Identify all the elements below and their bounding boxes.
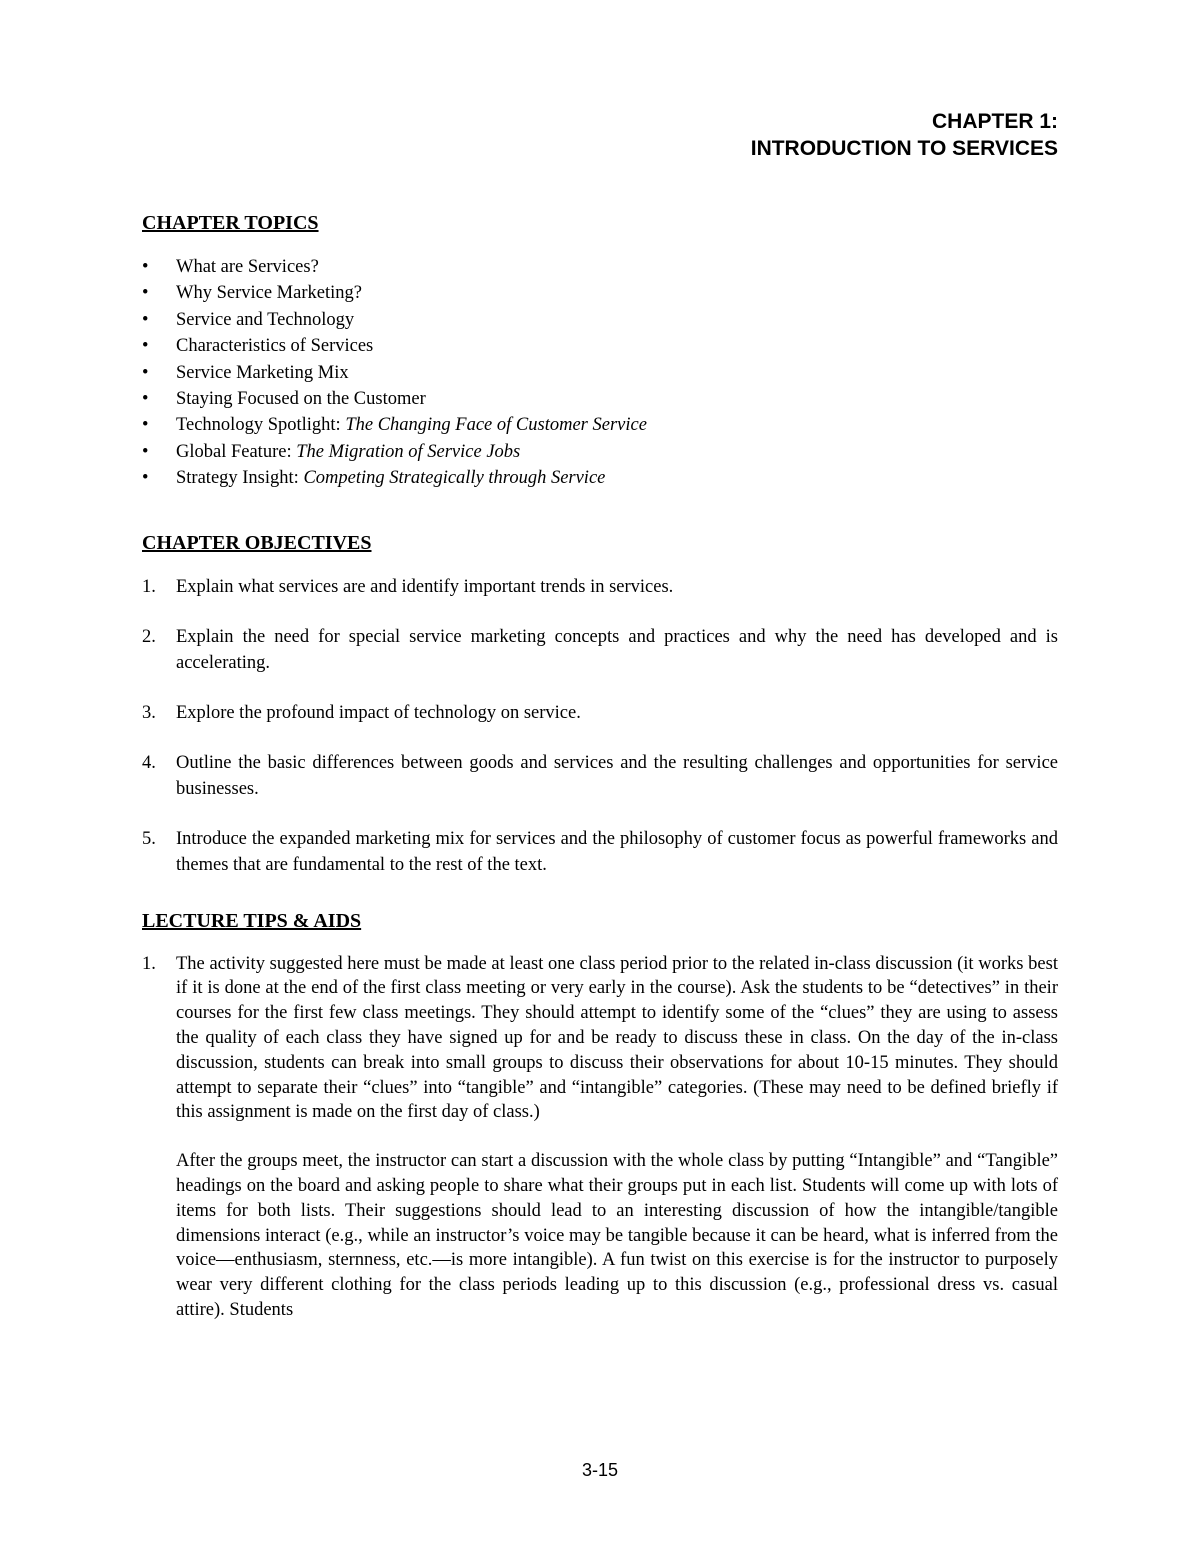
objective-text: Explain what services are and identify important trends in services. — [176, 576, 674, 597]
chapter-header — [751, 108, 1058, 162]
topic-italic-title: The Changing Face of Customer Service — [345, 415, 647, 436]
tip-paragraph: The activity suggested here must be made at least one class period prior to the related in-class discussion (it works best if it is done at the end of the first class meeting or very early in the course). Ask the students to be “detectives” in their courses for the first few class meetings. They should attempt to identify some of the “clues” they are using to assess the quality of each class they have signed up for and be ready to discuss these in class. On the day of the in-class discussion, students can break into small groups to discuss their observations for about 10-15 minutes. They should attempt to separate their “clues” into “tangible” and “intangible” categories. (These may need to be defined briefly if this assignment is made on the first day of class.) — [176, 953, 1058, 1123]
objective-text: Explain the need for special service marketing concepts and practices and why the need has developed and is accelerating. — [176, 626, 1058, 673]
bullet-icon: • — [142, 362, 149, 383]
topic-text: Characteristics of Services — [176, 336, 374, 357]
objective-text: Outline the basic differences between goods and services and the resulting challenges and opportunities for service businesses. — [176, 752, 1058, 799]
topic-text: Service Marketing Mix — [176, 362, 349, 383]
bullet-icon: • — [142, 309, 149, 330]
item-number: 3. — [142, 702, 156, 723]
list-item — [142, 574, 1058, 600]
tips-list — [142, 952, 1058, 1323]
list-item — [142, 254, 1058, 280]
objective-text: Introduce the expanded marketing mix for services and the philosophy of customer focus as powerful frameworks and themes that are fundamental to the rest of the text. — [176, 828, 1058, 875]
topic-italic-title: Competing Strategically through Service — [303, 468, 606, 489]
list-item — [142, 360, 1058, 386]
page-number: 3-15 — [581, 1460, 619, 1480]
list-item — [142, 412, 1058, 438]
topic-text: What are Services? — [176, 257, 319, 277]
tips-heading: LECTURE TIPS & AIDS — [142, 909, 362, 932]
item-number: 2. — [142, 626, 156, 647]
objective-text: Explore the profound impact of technology on service. — [176, 702, 581, 723]
list-item — [142, 465, 1058, 491]
topics-heading: CHAPTER TOPICS — [142, 212, 319, 234]
list-item — [142, 624, 1058, 676]
bullet-icon: • — [142, 441, 149, 462]
topic-text: Staying Focused on the Customer — [176, 389, 426, 410]
topic-italic-title: The Migration of Service Jobs — [296, 441, 521, 462]
item-number: 5. — [142, 828, 156, 849]
page-content — [142, 210, 1058, 1347]
topic-text: Technology Spotlight: — [176, 415, 346, 436]
tip-paragraph: After the groups meet, the instructor can start a discussion with the whole class by putting “Intangible” and “Tangible” headings on the board and asking people to share what their groups put in each list. Students will come up with lots of items for both lists. Their suggestions should lead to an interesting discussion of how the intangible/tangible dimensions interact (e.g., while an instructor’s voice may be tangible because it can be heard, what is inferred from the voice—enthusiasm, sternness, etc.—is more intangible). A fun twist on this exercise is for the instructor to purposely wear very different clothing for the class periods leading up to this discussion (e.g., professional dress vs. casual attire). Students — [176, 1151, 1058, 1321]
list-item — [142, 280, 1058, 306]
list-item — [142, 439, 1058, 465]
list-item — [142, 952, 1058, 1323]
item-number: 1. — [142, 576, 156, 597]
list-item — [142, 333, 1058, 359]
objectives-heading: CHAPTER OBJECTIVES — [142, 531, 372, 554]
list-item — [142, 826, 1058, 878]
objectives-list — [142, 574, 1058, 878]
list-item — [142, 750, 1058, 802]
topic-text: Why Service Marketing? — [176, 283, 362, 304]
topic-text: Global Feature: — [176, 441, 297, 462]
list-item — [142, 307, 1058, 333]
topic-text: Service and Technology — [176, 309, 355, 330]
bullet-icon: • — [142, 468, 149, 489]
chapter-number: CHAPTER 1: — [931, 110, 1058, 133]
bullet-icon: • — [142, 257, 149, 277]
bullet-icon: • — [142, 415, 149, 436]
list-item — [142, 700, 1058, 726]
bullet-icon: • — [142, 283, 149, 304]
topic-text: Strategy Insight: — [176, 468, 304, 489]
item-number: 4. — [142, 752, 156, 773]
chapter-title: INTRODUCTION TO SERVICES — [750, 137, 1058, 160]
bullet-icon: • — [142, 336, 149, 357]
bullet-icon: • — [142, 389, 149, 410]
item-number: 1. — [142, 953, 156, 974]
topics-list — [142, 254, 1058, 492]
list-item — [142, 386, 1058, 412]
